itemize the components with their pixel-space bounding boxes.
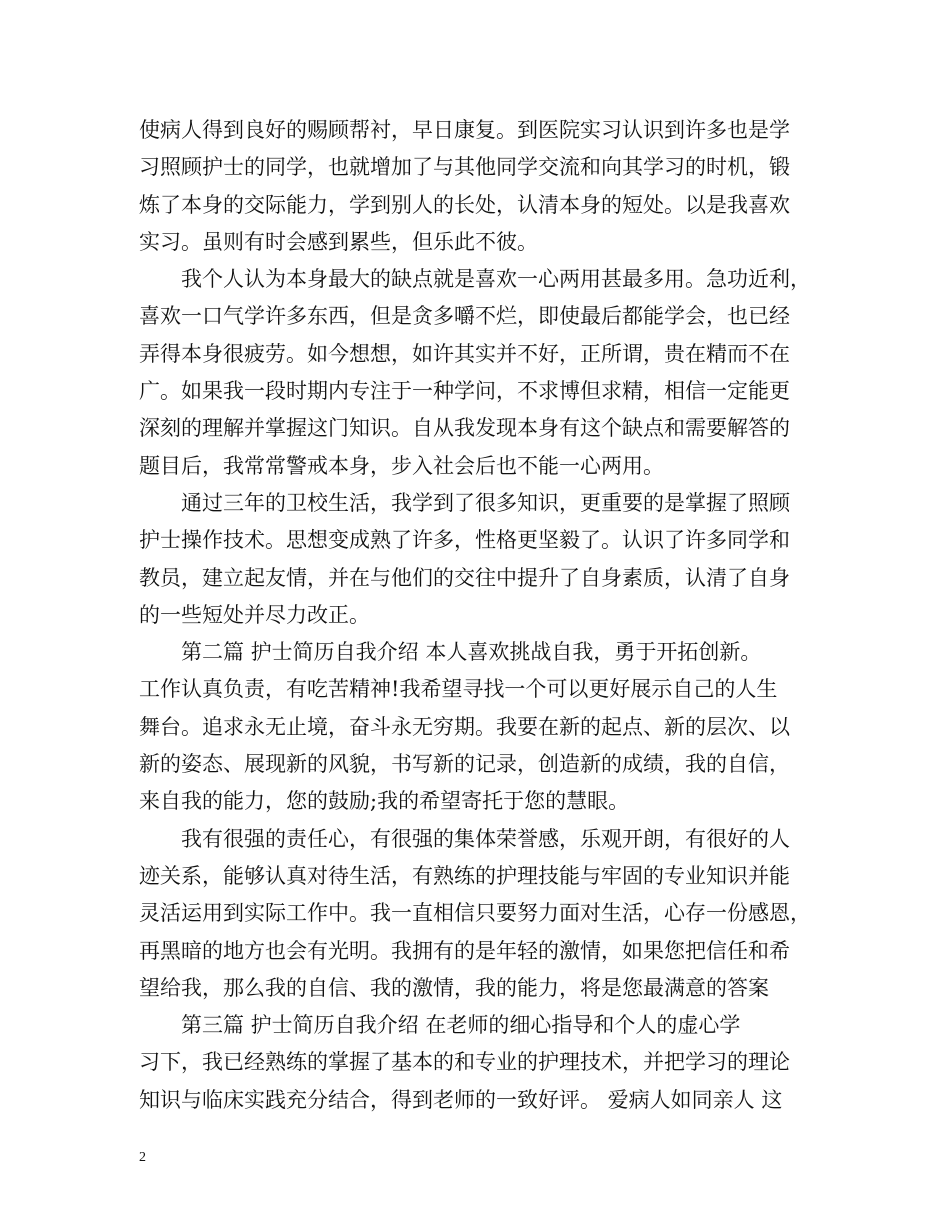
text-line: 喜欢一口气学许多东西，但是贪多嚼不烂，即使最后都能学会，也已经 <box>139 304 790 329</box>
text-line: 题目后，我常常警戒本身，步入社会后也不能一心两用。 <box>139 453 664 478</box>
text-line: 护士操作技术。思想变成熟了许多，性格更坚毅了。认识了许多同学和 <box>139 528 790 553</box>
text-line: 知识与临床实践充分结合，得到老师的一致好评。 爱病人如同亲人 这 <box>139 1087 783 1112</box>
text-line: 习照顾护士的同学，也就增加了与其他同学交流和向其学习的时机，锻 <box>139 155 790 180</box>
text-line: 实习。虽则有时会感到累些，但乐此不彼。 <box>139 229 538 254</box>
text-line: 弄得本身很疲劳。如今想想，如许其实并不好，正所谓，贵在精而不在 <box>139 341 790 366</box>
text-line: 深刻的理解并掌握这门知识。自从我发现本身有这个缺点和需要解答的 <box>139 416 790 441</box>
text-line: 工作认真负责，有吃苦精神!我希望寻找一个可以更好展示自己的人生 <box>139 677 778 702</box>
text-line: 教员，建立起友情，并在与他们的交往中提升了自身素质，认清了自身 <box>139 565 790 590</box>
text-line: 广。如果我一段时期内专注于一种学问，不求博但求精，相信一定能更 <box>139 379 790 404</box>
text-line: 我有很强的责任心，有很强的集体荣誉感，乐观开朗，有很好的人 <box>181 826 790 851</box>
text-line: 新的姿态、展现新的风貌，书写新的记录，创造新的成绩，我的自信， <box>139 752 790 777</box>
section-heading-line: 第二篇 护士简历自我介绍 本人喜欢挑战自我，勇于开拓创新。 <box>181 640 762 665</box>
text-line: 通过三年的卫校生活，我学到了很多知识，更重要的是掌握了照顾 <box>181 490 790 515</box>
text-line: 来自我的能力，您的鼓励;我的希望寄托于您的慧眼。 <box>139 789 630 814</box>
text-line: 迹关系，能够认真对待生活，有熟练的护理技能与牢固的专业知识并能 <box>139 863 790 888</box>
section-heading-line: 第三篇 护士简历自我介绍 在老师的细心指导和个人的虚心学 <box>181 1013 741 1038</box>
text-line: 再黑暗的地方也会有光明。我拥有的是年轻的激情，如果您把信任和希 <box>139 938 790 963</box>
text-line: 习下，我已经熟练的掌握了基本的和专业的护理技术，并把学习的理论 <box>139 1050 790 1075</box>
text-line: 使病人得到良好的赐顾帮衬，早日康复。到医院实习认识到许多也是学 <box>139 118 790 142</box>
page-number: 2 <box>139 1150 146 1165</box>
text-line: 灵活运用到实际工作中。我一直相信只要努力面对生活，心存一份感恩， <box>139 901 811 926</box>
text-line: 的一些短处并尽力改正。 <box>139 602 370 627</box>
text-line: 我个人认为本身最大的缺点就是喜欢一心两用甚最多用。急功近利， <box>181 267 811 292</box>
body-text <box>139 112 821 1119</box>
text-line: 舞台。追求永无止境，奋斗永无穷期。我要在新的起点、新的层次、以 <box>139 714 790 739</box>
text-line: 炼了本身的交际能力，学到别人的长处，认清本身的短处。以是我喜欢 <box>139 192 790 217</box>
text-line: 望给我，那么我的自信、我的激情，我的能力，将是您最满意的答案 <box>139 975 769 1000</box>
